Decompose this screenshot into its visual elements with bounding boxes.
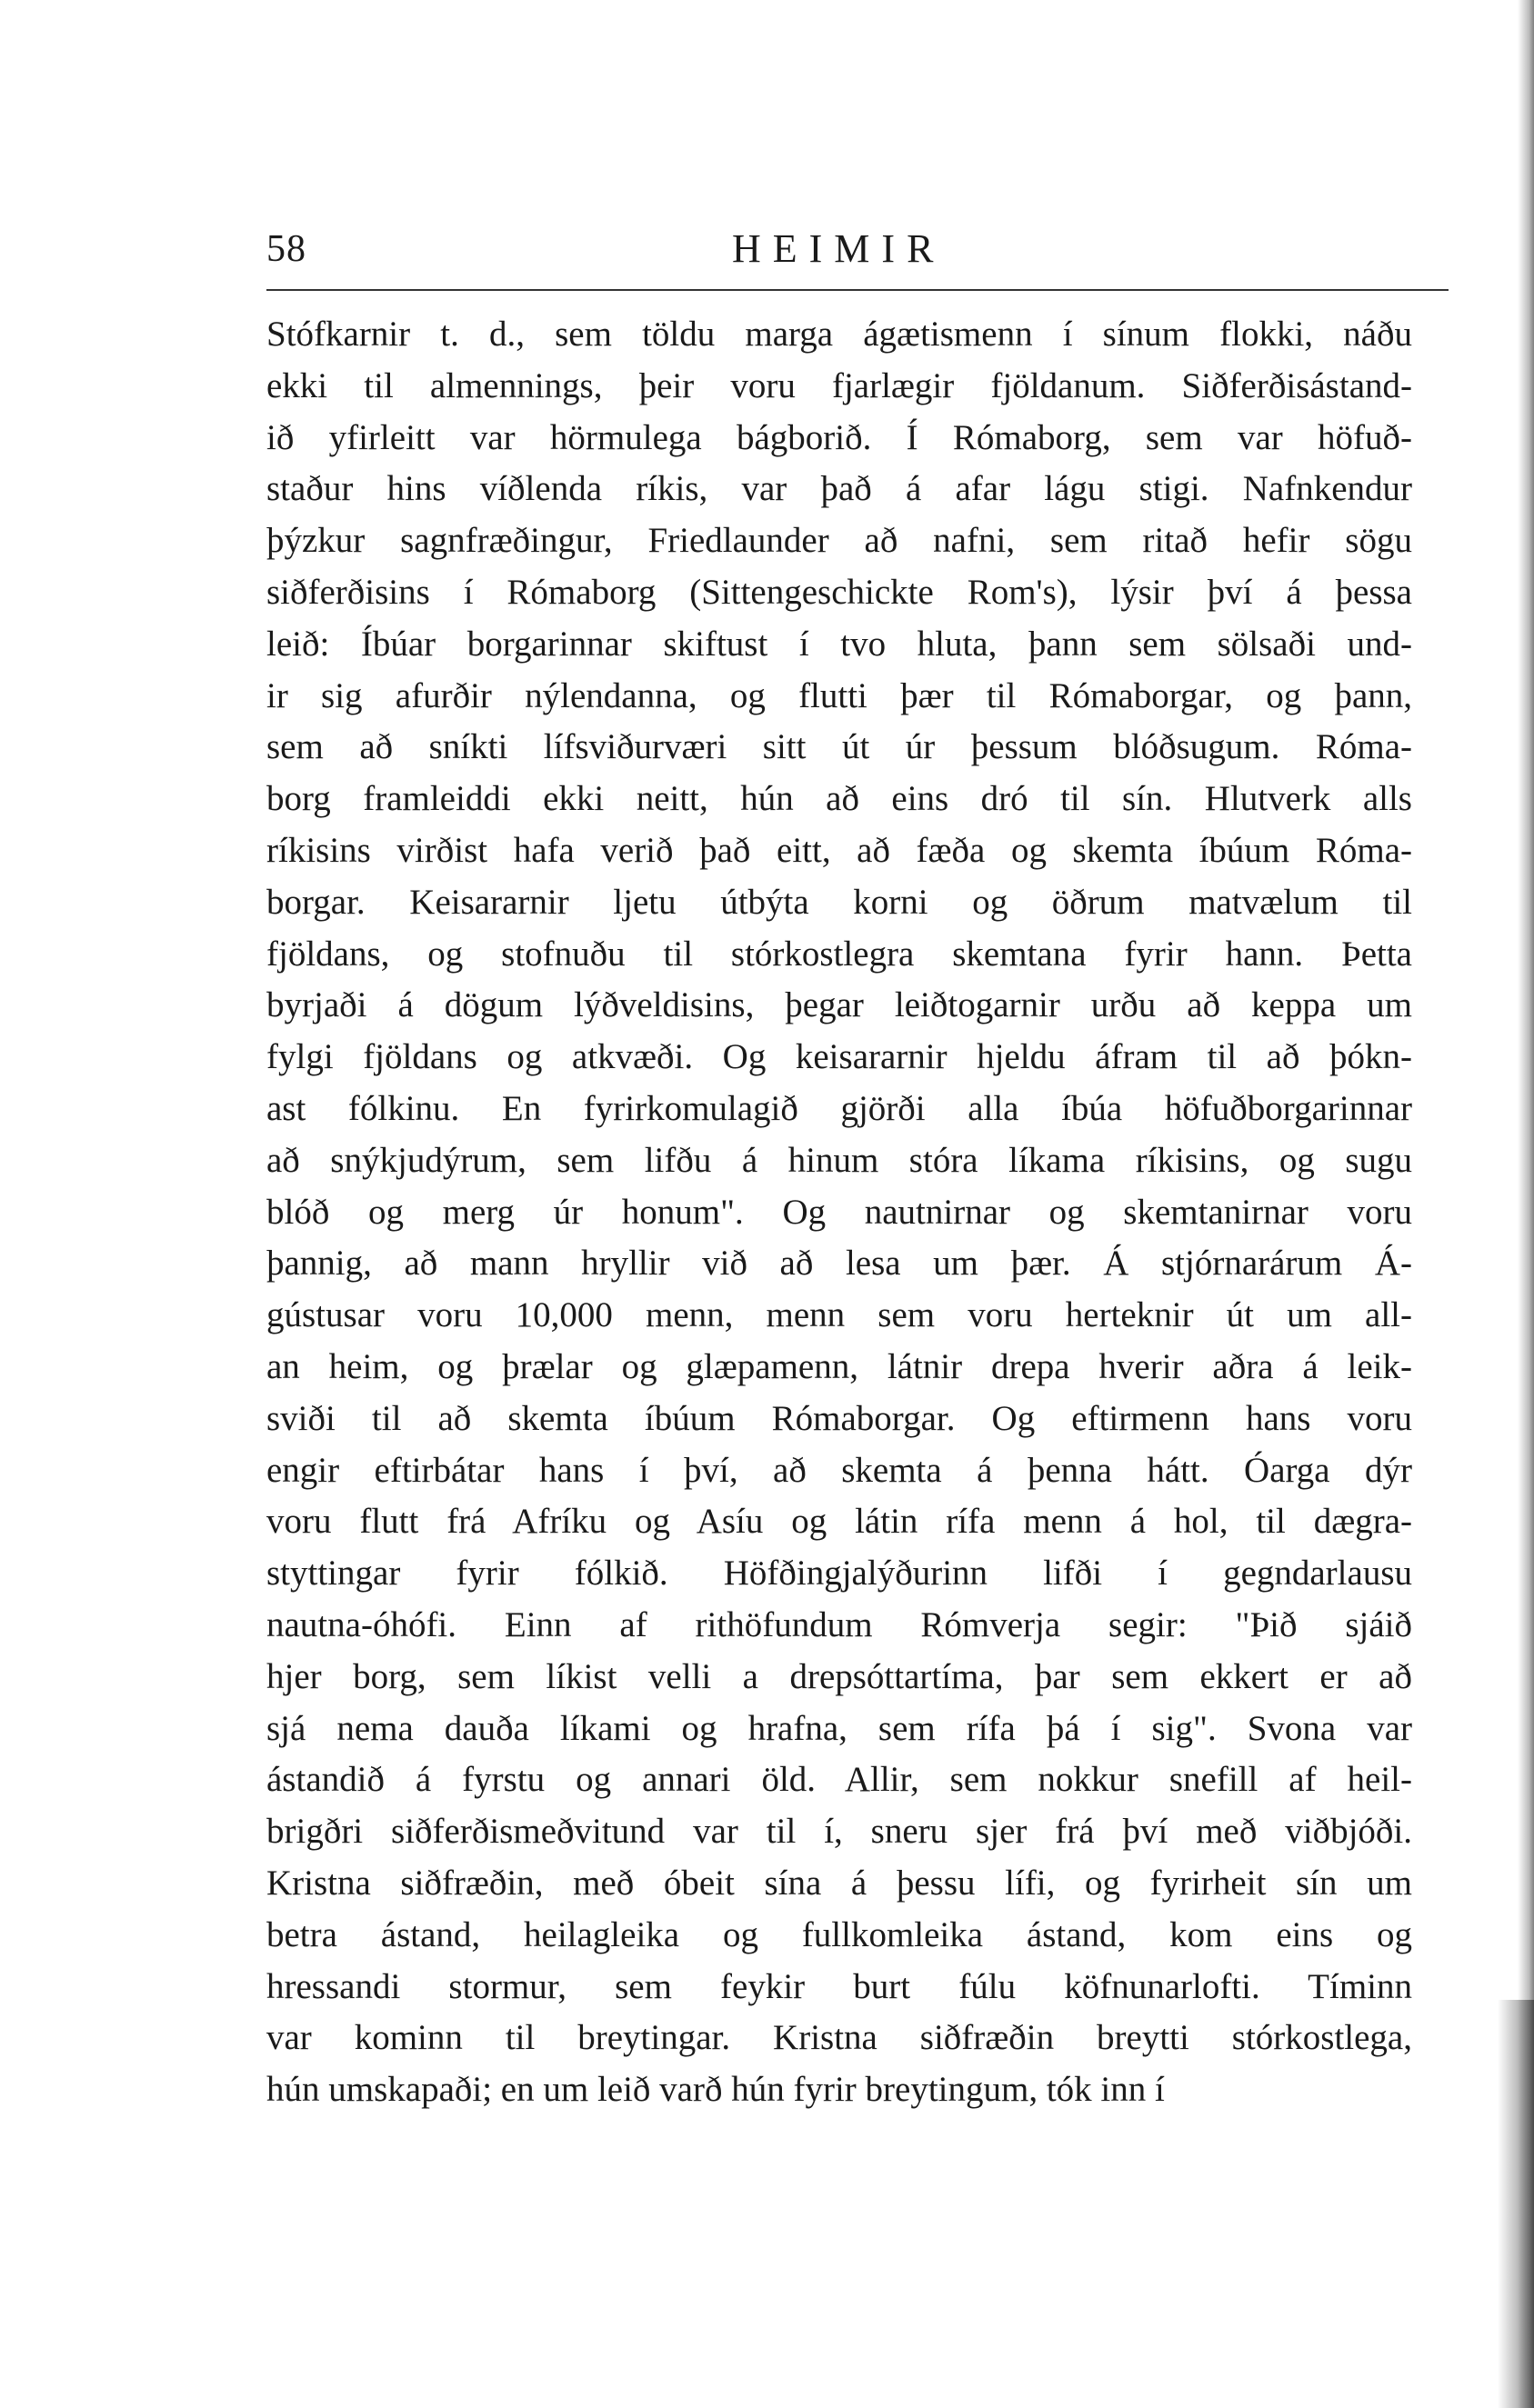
text-line: hún umskapaði; en um leið varð hún fyrir breytingum, tók inn í (266, 2070, 1165, 2110)
text-line: styttingar fyrir fólkið. Höfðingjalýðurinn lifði í gegndarlausu (266, 1554, 1412, 1594)
text-line: voru flutt frá Afríku og Asíu og látin rífa menn á hol, til dægra- (266, 1502, 1412, 1542)
text-line: Kristna siðfræðin, með óbeit sína á þessu lífi, og fyrirheit sín um (266, 1863, 1412, 1903)
body-text (266, 309, 1412, 2116)
text-line: engir eftirbátar hans í því, að skemta á þenna hátt. Óarga dýr (266, 1450, 1412, 1490)
text-line: var kominn til breytingar. Kristna siðfræðin breytti stórkostlega, (266, 2018, 1412, 2058)
header-rule (266, 289, 1449, 291)
text-line: blóð og merg úr honum". Og nautnirnar og skemtanirnar voru (266, 1192, 1412, 1232)
page-header (266, 218, 1449, 291)
text-line: borgar. Keisararnir ljetu útbýta korni og öðrum matvælum til (266, 882, 1412, 922)
text-line: byrjaði á dögum lýðveldisins, þegar leiðtogarnir urðu að keppa um (266, 985, 1412, 1025)
text-line: staður hins víðlenda ríkis, var það á afar lágu stigi. Nafnkendur (266, 469, 1412, 509)
text-line: ið yfirleitt var hörmulega bágborið. Í Rómaborg, sem var höfuð- (266, 417, 1412, 457)
text-line: hjer borg, sem líkist velli a drepsóttartíma, þar sem ekkert er að (266, 1656, 1412, 1696)
text-line: að snýkjudýrum, sem lifðu á hinum stóra líkama ríkisins, og sugu (266, 1140, 1412, 1180)
text-line: sem að sníkti lífsviðurværi sitt út úr þessum blóðsugum. Róma- (266, 727, 1412, 767)
text-line: þýzkur sagnfræðingur, Friedlaunder að nafni, sem ritað hefir sögu (266, 521, 1412, 561)
text-line: borg framleiddi ekki neitt, hún að eins dró til sín. Hlutverk alls (266, 779, 1412, 819)
text-line: gústusar voru 10,000 menn, menn sem voru herteknir út um all- (266, 1295, 1412, 1335)
page-number: 58 (266, 228, 306, 270)
text-line: an heim, og þrælar og glæpamenn, látnir drepa hverir aðra á leik- (266, 1346, 1412, 1386)
text-line: fylgi fjöldans og atkvæði. Og keisararnir hjeldu áfram til að þókn- (266, 1037, 1412, 1077)
text-line: ast fólkinu. En fyrirkomulagið gjörði alla íbúa höfuðborgarinnar (266, 1088, 1412, 1128)
text-line: fjöldans, og stofnuðu til stórkostlegra skemtana fyrir hann. Þetta (266, 934, 1412, 974)
text-line: hressandi stormur, sem feykir burt fúlu köfnunarlofti. Tíminn (266, 1966, 1412, 2006)
text-line: Stófkarnir t. d., sem töldu marga ágætismenn í sínum flokki, náðu (266, 315, 1412, 354)
text-line: leið: Íbúar borgarinnar skiftust í tvo hluta, þann sem sölsaði und- (266, 624, 1412, 664)
text-line: sjá nema dauða líkami og hrafna, sem rífa þá í sig". Svona var (266, 1708, 1412, 1748)
text-line: siðferðisins í Rómaborg (Sittengeschickte Rom's), lýsir því á þessa (266, 572, 1412, 612)
text-line: ekki til almennings, þeir voru fjarlægir fjöldanum. Siðferðisástand- (266, 365, 1412, 405)
text-line: ir sig afurðir nýlendanna, og flutti þær til Rómaborgar, og þann, (266, 675, 1412, 715)
text-line: sviði til að skemta íbúum Rómaborgar. Og eftirmenn hans voru (266, 1398, 1412, 1438)
running-title: HEIMIR (732, 226, 946, 271)
text-line: þannig, að mann hryllir við að lesa um þær. Á stjórnarárum Á- (266, 1244, 1412, 1284)
text-line: ríkisins virðist hafa verið það eitt, að fæða og skemta íbúum Róma- (266, 830, 1412, 870)
text-line: brigðri siðferðismeðvitund var til í, sneru sjer frá því með viðbjóði. (266, 1812, 1412, 1852)
text-line: ástandið á fyrstu og annari öld. Allir, sem nokkur snefill af heil- (266, 1760, 1412, 1800)
text-line: nautna-óhófi. Einn af rithöfundum Rómverja segir: "Þið sjáið (266, 1604, 1412, 1644)
text-line: betra ástand, heilagleika og fullkomleika ástand, kom eins og (266, 1914, 1412, 1954)
scan-edge-shadow-lower (1498, 2000, 1534, 2408)
